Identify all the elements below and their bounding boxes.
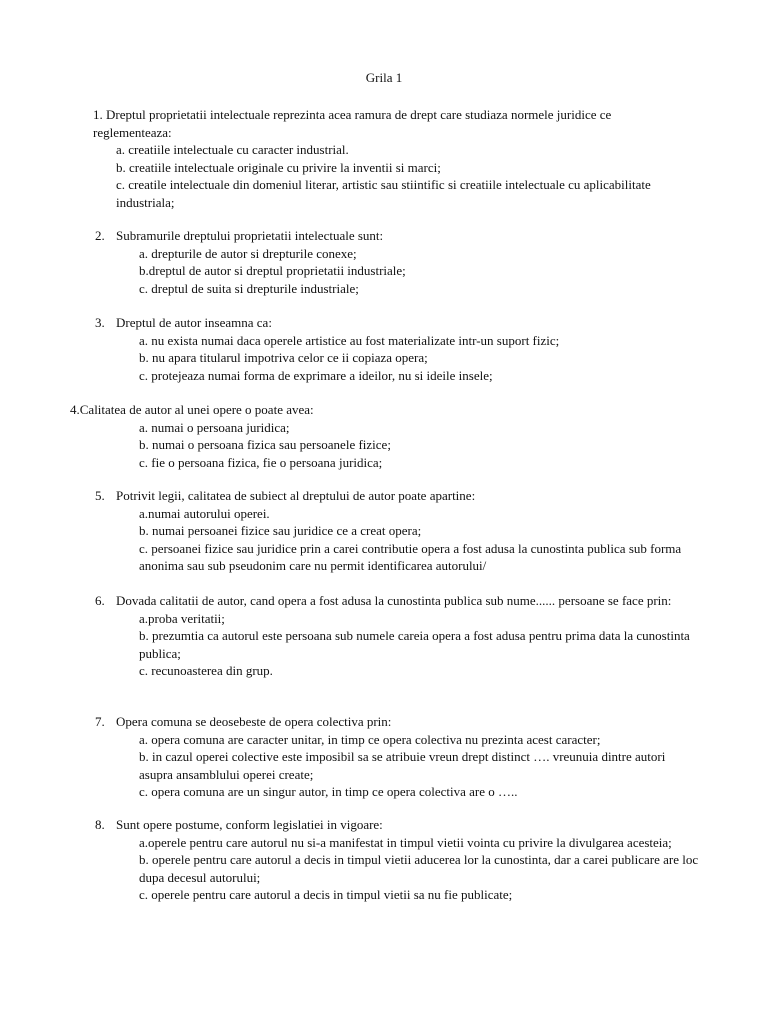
question-number: 4. bbox=[70, 402, 80, 417]
question-body: Dreptul de autor inseamna ca: bbox=[116, 315, 272, 330]
answer-option-a: a. nu exista numai daca operele artistice au fost materializate intr-un suport fizic; bbox=[139, 332, 560, 348]
answer-option-c: c. recunoasterea din grup. bbox=[139, 663, 273, 679]
question-text bbox=[95, 487, 696, 505]
question-text bbox=[93, 106, 673, 141]
answer-option-b: b. in cazul operei colective este imposibil sa se atribuie vreun drept distinct …. vreunuia dintre autori asupra ansamblului operei create; bbox=[139, 749, 666, 782]
question-5 bbox=[0, 487, 768, 575]
question-3 bbox=[0, 314, 768, 384]
question-number: 1. bbox=[93, 107, 103, 122]
answer-option-a: a.numai autorului operei. bbox=[139, 505, 270, 521]
question-number: 2. bbox=[95, 228, 105, 243]
answer-option-c: c. creatile intelectuale din domeniul literar, artistic sau stiintific si creatiile intelectuale cu aplicabilitate industriala; bbox=[116, 177, 651, 210]
question-text bbox=[95, 227, 696, 245]
question-number: 7. bbox=[95, 714, 105, 729]
question-6 bbox=[0, 592, 768, 680]
answer-option-b: b. prezumtia ca autorul este persoana sub numele careia opera a fost adusa pentru prima data la cunostinta publica; bbox=[139, 628, 690, 661]
question-1 bbox=[0, 106, 768, 212]
question-body: Sunt opere postume, conform legislatiei in vigoare: bbox=[116, 817, 383, 832]
answer-option-c: c. fie o persoana fizica, fie o persoana juridica; bbox=[139, 454, 383, 470]
answer-option-c: c. operele pentru care autorul a decis in timpul vietii sa nu fie publicate; bbox=[139, 887, 513, 903]
answer-option-c: c. opera comuna are un singur autor, in timp ce opera colectiva are o ….. bbox=[139, 784, 518, 800]
question-text bbox=[95, 592, 696, 610]
answer-option-c: c. persoanei fizice sau juridice prin a carei contributie opera a fost adusa la cunostinta publica sub forma anonima sau sub pseudonim care nu permit identificarea autorului/ bbox=[139, 540, 682, 574]
answer-option-c: c. dreptul de suita si drepturile industriale; bbox=[139, 280, 359, 296]
question-7 bbox=[0, 713, 768, 801]
question-text bbox=[70, 401, 650, 419]
question-number: 5. bbox=[95, 488, 105, 503]
question-body: Subramurile dreptului proprietatii intelectuale sunt: bbox=[116, 228, 384, 243]
answer-option-a: a. opera comuna are caracter unitar, in timp ce opera colectiva nu prezinta acest caracter; bbox=[139, 731, 601, 747]
question-text bbox=[95, 816, 696, 834]
question-body: Calitatea de autor al unei opere o poate avea: bbox=[79, 402, 314, 417]
question-number: 3. bbox=[95, 315, 105, 330]
answer-option-a: a. numai o persoana juridica; bbox=[139, 419, 290, 435]
answer-option-a: a. drepturile de autor si drepturile conexe; bbox=[139, 245, 357, 261]
question-text bbox=[95, 314, 696, 332]
answer-option-b: b. numai o persoana fizica sau persoanele fizice; bbox=[139, 437, 391, 453]
question-2 bbox=[0, 227, 768, 297]
answer-option-b: b.dreptul de autor si dreptul proprietatii industriale; bbox=[139, 263, 406, 279]
question-body: Potrivit legii, calitatea de subiect al dreptului de autor poate apartine: bbox=[116, 488, 476, 503]
document-title: Grila 1 bbox=[365, 70, 403, 85]
question-8 bbox=[0, 816, 768, 904]
answer-option-b: b. operele pentru care autorul a decis in timpul vietii aducerea lor la cunostinta, dar a carei publicare are loc dupa decesul autorului; bbox=[139, 852, 699, 885]
question-4 bbox=[0, 401, 768, 471]
question-body: Dovada calitatii de autor, cand opera a fost adusa la cunostinta publica sub nume...... persoane se face prin: bbox=[116, 593, 672, 608]
question-text bbox=[95, 713, 696, 731]
question-number: 8. bbox=[95, 817, 105, 832]
answer-option-b: b. creatiile intelectuale originale cu privire la inventii si marci; bbox=[116, 159, 441, 175]
question-body: Dreptul proprietatii intelectuale reprezinta acea ramura de drept care studiaza normele juridice ce reglementeaza: bbox=[93, 107, 612, 140]
question-body: Opera comuna se deosebeste de opera colectiva prin: bbox=[116, 714, 392, 729]
answer-option-a: a.operele pentru care autorul nu si-a manifestat in timpul vietii vointa cu privire la divulgarea acesteia; bbox=[139, 834, 672, 850]
question-number: 6. bbox=[95, 593, 105, 608]
answer-option-b: b. numai persoanei fizice sau juridice ce a creat opera; bbox=[139, 523, 422, 539]
answer-option-a: a. creatiile intelectuale cu caracter industrial. bbox=[116, 142, 349, 158]
answer-option-c: c. protejeaza numai forma de exprimare a ideilor, nu si ideile insele; bbox=[139, 367, 493, 383]
answer-option-a: a.proba veritatii; bbox=[139, 610, 225, 626]
answer-option-b: b. nu apara titularul impotriva celor ce ii copiaza opera; bbox=[139, 350, 428, 366]
